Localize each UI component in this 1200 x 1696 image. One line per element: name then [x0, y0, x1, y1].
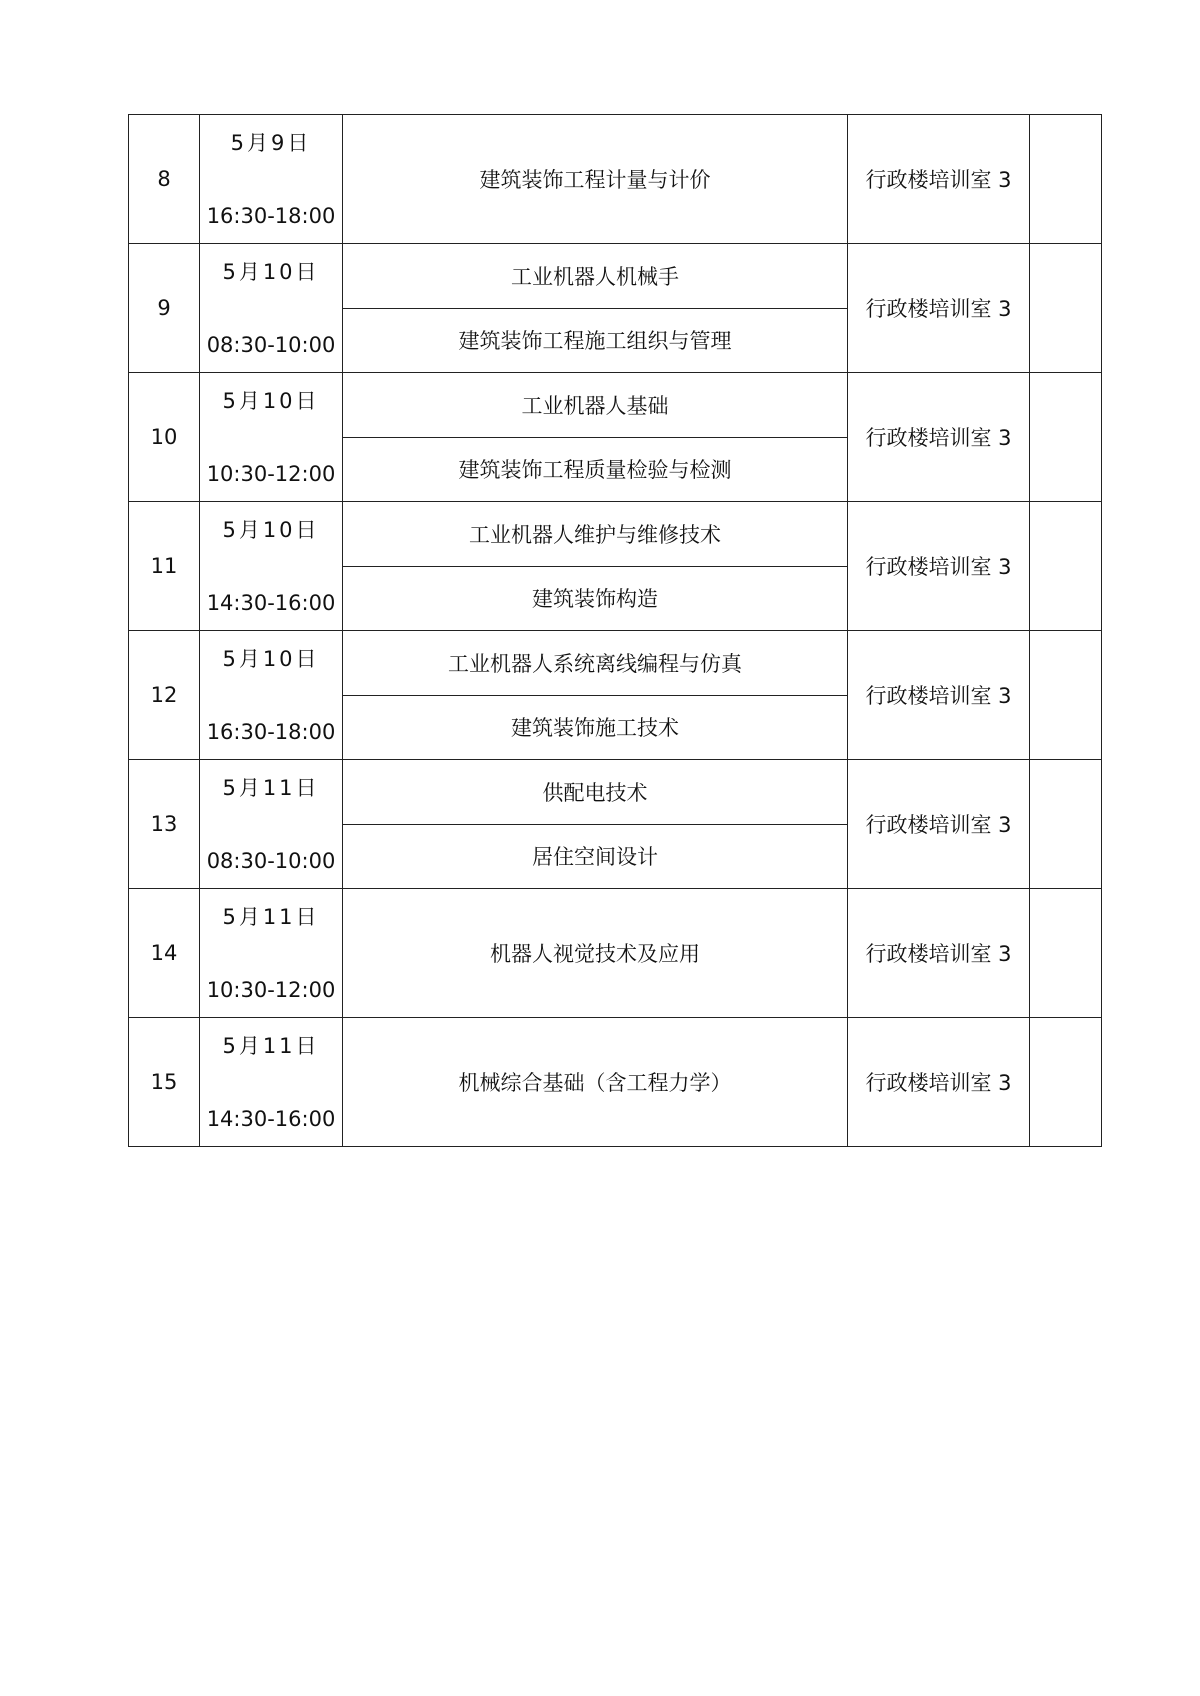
- course-name: 建筑装饰施工技术: [343, 695, 847, 760]
- row-number: 10: [129, 373, 200, 502]
- venue: 行政楼培训室 3: [848, 631, 1030, 760]
- course-cell: [343, 502, 848, 631]
- row-number: 8: [129, 115, 200, 244]
- exam-time: 14:30-16:00: [206, 1107, 336, 1131]
- table-row: [129, 889, 1102, 1018]
- exam-date: 5月10日: [222, 389, 320, 413]
- exam-date: 5月9日: [230, 131, 312, 155]
- table-row: [129, 502, 1102, 631]
- note-cell: [1030, 115, 1102, 244]
- table-row: [129, 244, 1102, 373]
- row-number: 11: [129, 502, 200, 631]
- table-row: [129, 760, 1102, 889]
- table-row: [129, 373, 1102, 502]
- schedule-body: [129, 115, 1102, 1147]
- venue: 行政楼培训室 3: [848, 1018, 1030, 1147]
- venue: 行政楼培训室 3: [848, 502, 1030, 631]
- exam-time: 16:30-18:00: [206, 204, 336, 228]
- row-number: 13: [129, 760, 200, 889]
- course-cell: [343, 1018, 848, 1147]
- table-row: [129, 1018, 1102, 1147]
- note-cell: [1030, 502, 1102, 631]
- course-cell: [343, 760, 848, 889]
- course-cell: [343, 889, 848, 1018]
- course-name: 居住空间设计: [343, 824, 847, 889]
- date-time-cell: [200, 115, 343, 244]
- note-cell: [1030, 1018, 1102, 1147]
- venue: 行政楼培训室 3: [848, 373, 1030, 502]
- date-time-cell: [200, 760, 343, 889]
- exam-date: 5月11日: [222, 905, 320, 929]
- course-name: 建筑装饰工程质量检验与检测: [343, 437, 847, 502]
- venue: 行政楼培训室 3: [848, 760, 1030, 889]
- course-name: 建筑装饰工程计量与计价: [479, 168, 711, 192]
- exam-schedule-table: [128, 114, 1102, 1147]
- course-cell: [343, 115, 848, 244]
- exam-time: 08:30-10:00: [206, 849, 336, 873]
- course-name: 工业机器人维护与维修技术: [469, 522, 721, 547]
- row-number: 15: [129, 1018, 200, 1147]
- note-cell: [1030, 889, 1102, 1018]
- row-number: 14: [129, 889, 200, 1018]
- exam-date: 5月10日: [222, 647, 320, 671]
- course-cell: [343, 373, 848, 502]
- table-row: [129, 631, 1102, 760]
- date-time-cell: [200, 631, 343, 760]
- note-cell: [1030, 244, 1102, 373]
- exam-time: 16:30-18:00: [206, 720, 336, 744]
- date-time-cell: [200, 1018, 343, 1147]
- venue: 行政楼培训室 3: [848, 889, 1030, 1018]
- course-cell: [343, 631, 848, 760]
- course-name: 工业机器人系统离线编程与仿真: [448, 651, 742, 676]
- exam-date: 5月10日: [222, 518, 320, 542]
- course-name: 工业机器人基础: [521, 393, 669, 418]
- venue: 行政楼培训室 3: [848, 244, 1030, 373]
- exam-time: 10:30-12:00: [206, 462, 336, 486]
- course-cell: [343, 244, 848, 373]
- date-time-cell: [200, 502, 343, 631]
- row-number: 9: [129, 244, 200, 373]
- course-name: 建筑装饰构造: [343, 566, 847, 631]
- date-time-cell: [200, 889, 343, 1018]
- course-name: 机械综合基础（含工程力学）: [458, 1071, 732, 1095]
- date-time-cell: [200, 373, 343, 502]
- course-name: 建筑装饰工程施工组织与管理: [343, 308, 847, 373]
- exam-date: 5月11日: [222, 1034, 320, 1058]
- date-time-cell: [200, 244, 343, 373]
- course-name: 供配电技术: [542, 780, 648, 805]
- venue: 行政楼培训室 3: [848, 115, 1030, 244]
- exam-date: 5月10日: [222, 260, 320, 284]
- row-number: 12: [129, 631, 200, 760]
- note-cell: [1030, 631, 1102, 760]
- note-cell: [1030, 373, 1102, 502]
- exam-date: 5月11日: [222, 776, 320, 800]
- exam-time: 08:30-10:00: [206, 333, 336, 357]
- course-name: 机器人视觉技术及应用: [490, 942, 700, 966]
- note-cell: [1030, 760, 1102, 889]
- course-name: 工业机器人机械手: [511, 264, 679, 289]
- exam-time: 10:30-12:00: [206, 978, 336, 1002]
- exam-time: 14:30-16:00: [206, 591, 336, 615]
- table-row: [129, 115, 1102, 244]
